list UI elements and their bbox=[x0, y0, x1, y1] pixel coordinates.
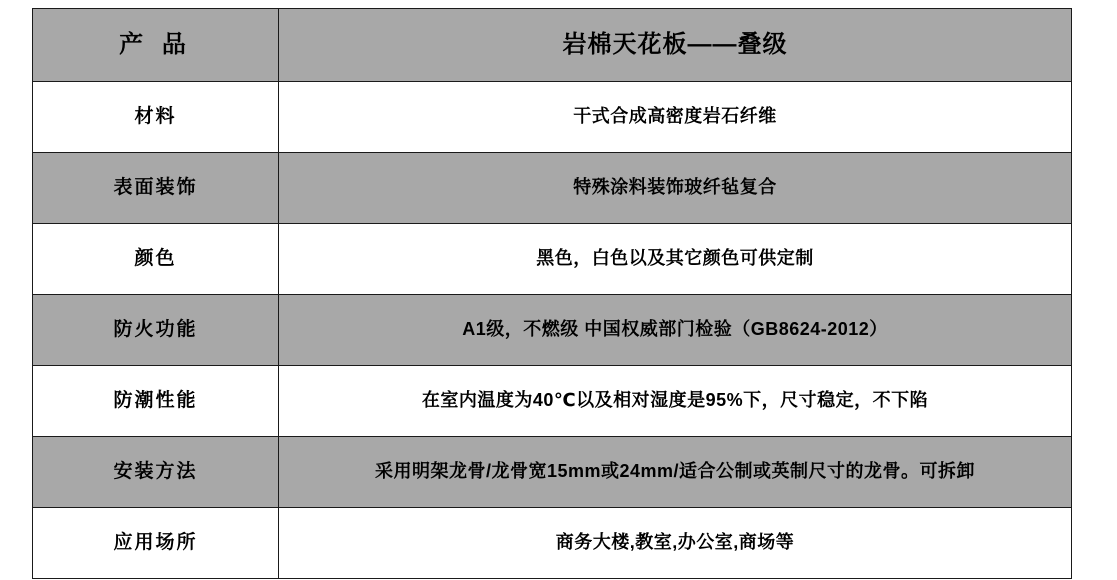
table-row bbox=[33, 224, 1072, 295]
row-value-color: 黑色，白色以及其它颜色可供定制 bbox=[279, 224, 1072, 295]
row-label-surface: 表面装饰 bbox=[33, 153, 279, 224]
row-value-surface: 特殊涂料装饰玻纤毡复合 bbox=[279, 153, 1072, 224]
row-label-material: 材料 bbox=[33, 82, 279, 153]
row-value-installation: 采用明架龙骨/龙骨宽15mm或24mm/适合公制或英制尺寸的龙骨。可拆卸 bbox=[279, 437, 1072, 508]
row-value-application: 商务大楼,教室,办公室,商场等 bbox=[279, 508, 1072, 579]
row-value-moisture: 在室内温度为40℃以及相对湿度是95%下，尺寸稳定，不下陷 bbox=[279, 366, 1072, 437]
table-row bbox=[33, 508, 1072, 579]
table-row bbox=[33, 153, 1072, 224]
row-value-fireproof: A1级，不燃级 中国权威部门检验（GB8624-2012） bbox=[279, 295, 1072, 366]
table-row bbox=[33, 366, 1072, 437]
row-label-color: 颜色 bbox=[33, 224, 279, 295]
header-label-cell: 产 品 bbox=[33, 9, 279, 82]
row-label-installation: 安装方法 bbox=[33, 437, 279, 508]
row-value-material: 干式合成高密度岩石纤维 bbox=[279, 82, 1072, 153]
table-row bbox=[33, 82, 1072, 153]
header-value-cell: 岩棉天花板——叠级 bbox=[279, 9, 1072, 82]
table-row bbox=[33, 295, 1072, 366]
product-spec-table bbox=[32, 8, 1072, 579]
row-label-application: 应用场所 bbox=[33, 508, 279, 579]
table-row bbox=[33, 437, 1072, 508]
row-label-moisture: 防潮性能 bbox=[33, 366, 279, 437]
table-header-row bbox=[33, 9, 1072, 82]
spec-sheet bbox=[0, 8, 1117, 580]
row-label-fireproof: 防火功能 bbox=[33, 295, 279, 366]
